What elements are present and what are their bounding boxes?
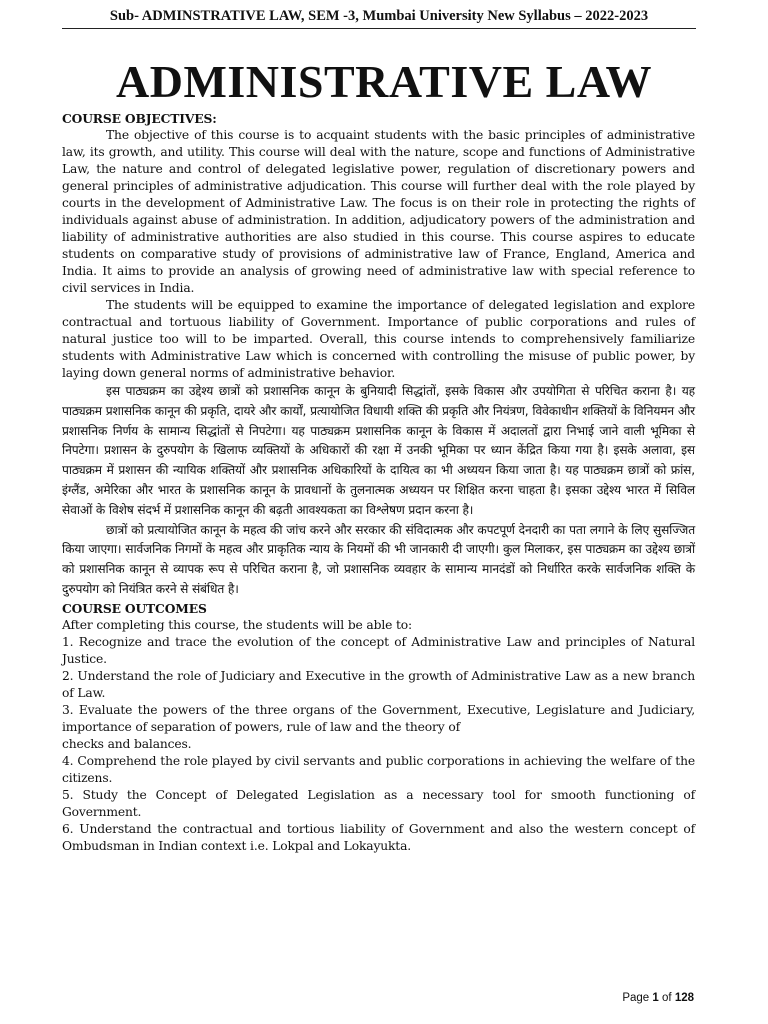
outcome-item-continuation: checks and balances. bbox=[62, 736, 192, 751]
objectives-paragraph-2: The students will be equipped to examine the importance of delegated legislation and explore contractual and tortuous liability of Government. Importance of public corporations and rules of natural justice too will to be imparted. Overall, this course intends to comprehensively familiarize students with Administrative Law which is concerned with controlling the misuse of public power, by laying down general norms of administrative behavior. bbox=[62, 298, 695, 380]
outcome-item: 2. Understand the role of Judiciary and Executive in the growth of Administrative Law as a new branch of Law. bbox=[62, 668, 695, 700]
objectives-paragraph-1: The objective of this course is to acquaint students with the basic principles of administrative law, its growth, and utility. This course will deal with the nature, scope and functions of Administrative Law, the nature and control of delegated legislative power, regulation of discretionary powers and general principles of administrative adjudication. This course will further deal with the role played by courts in the development of Administrative Law. The focus is on their role in protecting the rights of individuals against abuse of administration. In addition, adjudicatory powers of the administration and liability of administrative authorities are also studied in this course. This course aspires to educate students on comparative study of provisions of administrative law of France, England, America and India. It aims to provide an analysis of growing need of administrative law with special reference to civil services in India. bbox=[62, 128, 695, 295]
outcomes-intro: After completing this course, the students will be able to: bbox=[62, 617, 413, 632]
page-word: Page bbox=[622, 992, 650, 1004]
objectives-heading: COURSE OBJECTIVES: bbox=[62, 111, 217, 126]
header-text: Sub- ADMINSTRATIVE LAW, SEM -3, Mumbai University New Syllabus – 2022-2023 bbox=[109, 8, 649, 24]
outcome-item: 6. Understand the contractual and tortious liability of Government and also the western concept of Ombudsman in Indian context i.e. Lokpal and Lokayukta. bbox=[62, 821, 695, 853]
page-footer bbox=[622, 990, 694, 1006]
objectives-paragraph-hindi-1: इस पाठ्यक्रम का उद्देश्य छात्रों को प्रशासनिक कानून के बुनियादी सिद्धांतों, इसके विकास और उपयोगिता से परिचित कराना है। यह पाठ्यक्रम प्रशासनिक कानून की प्रकृति, दायरे और कार्यों, प्रत्यायोजित विधायी शक्ति की प्रकृति और नियंत्रण, विवेकाधीन शक्तियों के विनियमन और प्रशासनिक निर्णय के सामान्य सिद्धांतों से निपटेगा। यह पाठ्यक्रम प्रशासनिक कानून के विकास में अदालतों द्वारा निभाई जाने वाली भूमिका से निपटेगा। प्रशासन के दुरुपयोग के खिलाफ व्यक्तियों के अधिकारों की रक्षा में उनकी भूमिका पर ध्यान केंद्रित किया गया है। इसके अलावा, इस पाठ्यक्रम में प्रशासन की न्यायिक शक्तियों और प्रशासनिक अधिकारियों के दायित्व का भी अध्ययन किया जाता है। यह पाठ्यक्रम छात्रों को फ्रांस, इंग्लैंड, अमेरिका और भारत के प्रशासनिक कानून के प्रावधानों के तुलनात्मक अध्ययन पर शिक्षित करना चाहता है। इसका उद्देश्य भारत में सिविल सेवाओं के विशेष संदर्भ में प्रशासनिक कानून की बढ़ती आवश्यकता का विश्लेषण प्रदान करना है। bbox=[62, 384, 695, 517]
page-header bbox=[62, 6, 696, 29]
outcome-item: 5. Study the Concept of Delegated Legislation as a necessary tool for smooth functioning of Government. bbox=[62, 787, 695, 819]
total-pages: 128 bbox=[674, 992, 694, 1004]
document-title: ADMINISTRATIVE LAW bbox=[116, 56, 652, 107]
outcome-item: 1. Recognize and trace the evolution of the concept of Administrative Law and principles of Natural Justice. bbox=[62, 634, 695, 666]
document-body bbox=[62, 110, 695, 855]
page-number: 1 bbox=[652, 992, 659, 1004]
objectives-paragraph-hindi-2: छात्रों को प्रत्यायोजित कानून के महत्व की जांच करने और सरकार की संविदात्मक और कपटपूर्ण देनदारी का पता लगाने के लिए सुसज्जित किया जाएगा। सार्वजनिक निगमों के महत्व और प्राकृतिक न्याय के नियमों की भी जानकारी दी जाएगी। कुल मिलाकर, इस पाठ्यक्रम का उद्देश्य छात्रों को प्रशासनिक कानून से व्यापक रूप से परिचित कराना है, जो प्रशासनिक व्यवहार के सामान्य मानदंडों को निर्धारित करके सार्वजनिक शक्ति के दुरुपयोग को नियंत्रित करने से संबंधित है। bbox=[62, 522, 695, 596]
of-word: of bbox=[662, 992, 672, 1004]
outcomes-heading: COURSE OUTCOMES bbox=[62, 600, 207, 616]
outcome-item: 3. Evaluate the powers of the three organs of the Government, Executive, Legislature and Judiciary, importance of separation of powers, rule of law and the theory of bbox=[62, 702, 695, 734]
outcome-item: 4. Comprehend the role played by civil servants and public corporations in achieving the welfare of the citizens. bbox=[62, 753, 695, 785]
